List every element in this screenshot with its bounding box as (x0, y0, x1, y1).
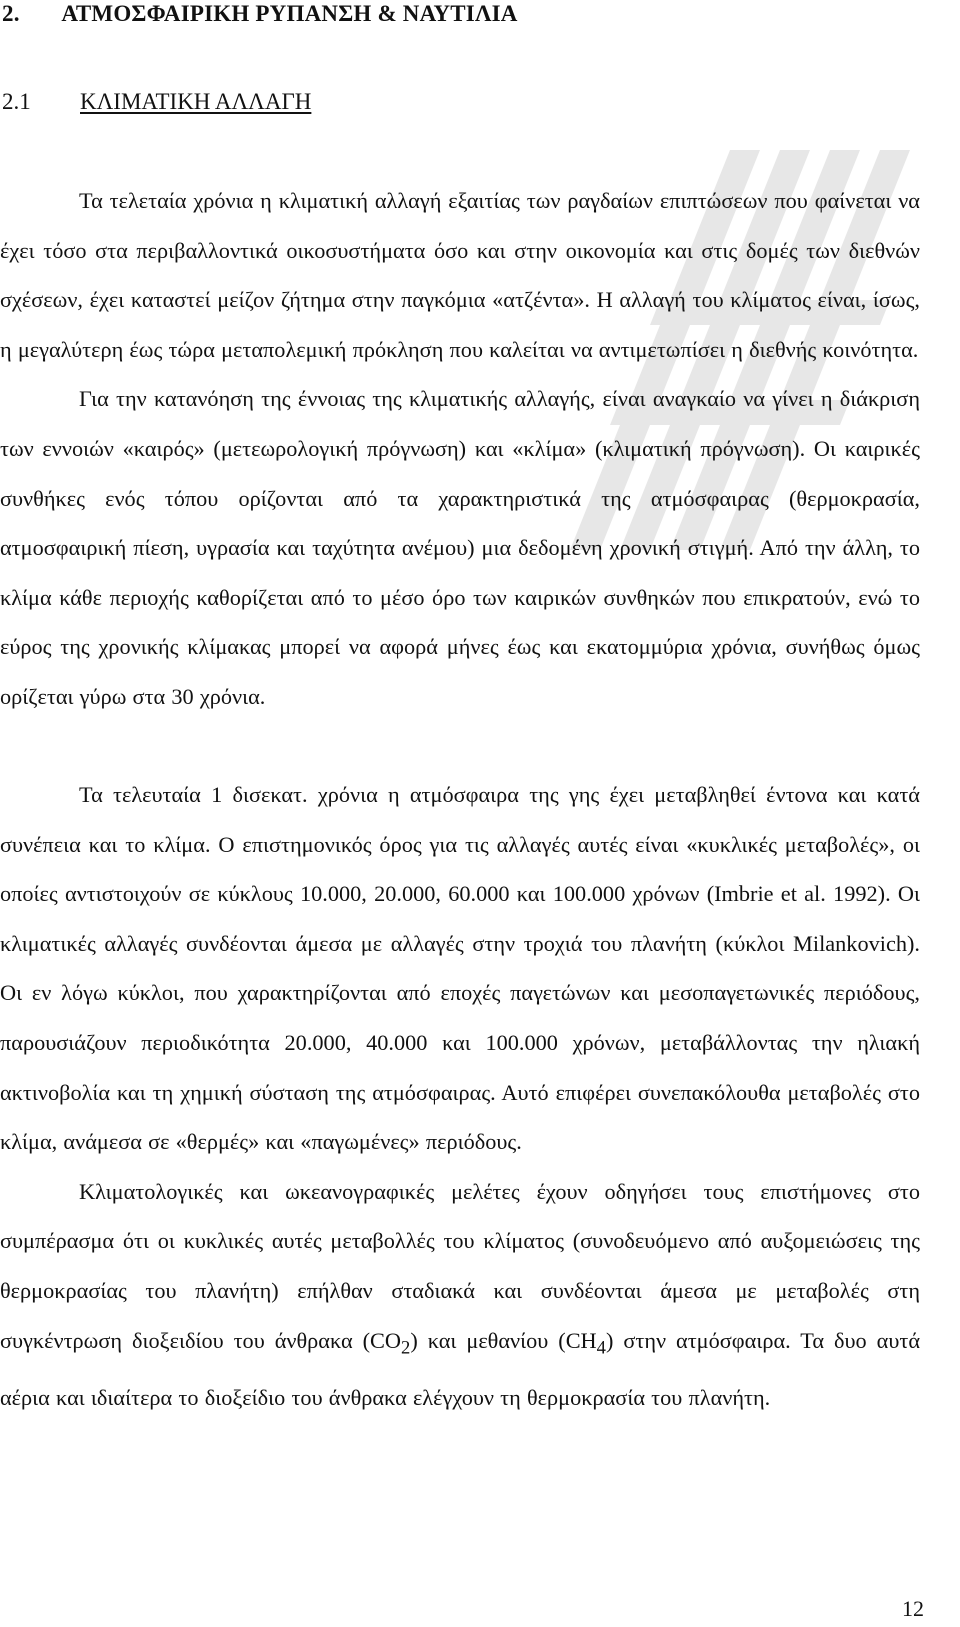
section-heading (2, 88, 311, 116)
page-number: 12 (902, 1596, 924, 1621)
paragraph-1: Τα τελεταία χρόνια η κλιματική αλλαγή εξαιτίας των ραγδαίων επιπτώσεων που φαίνεται να έχει τόσο στα περιβαλλοντικά οικοσυστήματα όσο και στην οικονομία και στις δομές των διεθνών σχέσεων, έχει καταστεί μείζον ζήτημα στην παγκόμια «ατζέντα». Η αλλαγή του κλίματος είναι, ίσως, η μεγαλύτερη έως τώρα μεταπολεμική πρόκληση που καλείται να αντιμετωπίσει η διεθνής κοινότητα. (0, 188, 920, 362)
paragraph-4 (0, 1167, 920, 1422)
section-title: ΚΛΙΜΑΤΙΚΗ ΑΛΛΑΓΗ (80, 89, 312, 114)
chapter-number: 2. (2, 1, 20, 26)
co2-subscript: 2 (401, 1336, 411, 1358)
body-text-lower (0, 770, 920, 1422)
ch4-subscript: 4 (596, 1336, 606, 1358)
paragraph-3: Τα τελευταία 1 δισεκατ. χρόνια η ατμόσφαιρα της γης έχει μεταβληθεί έντονα και κατά συνέπεια και το κλίμα. Ο επιστημονικός όρος για τις αλλαγές αυτές είναι «κυκλικές μεταβολές», οι οποίες αντιστοιχούν σε κύκλους 10.000, 20.000, 60.000 και 100.000 χρόνων (Imbrie et al. 1992). Οι κλιματικές αλλαγές συνδέονται άμεσα με αλλαγές στην τροχιά του πλανήτη (κύκλοι Milankovich). Οι εν λόγω κύκλοι, που χαρακτηρίζονται από εποχές παγετώνων και μεσοπαγετωνικές περιόδους, παρουσιάζουν περιοδικότητα 20.000, 40.000 και 100.000 χρόνων, μεταβάλλοντας την ηλιακή ακτινοβολία και τη χημική σύσταση της ατμόσφαιρας. Αυτό επιφέρει συνεπακόλουθα μεταβολές στο κλίμα, ανάμεσα σε «θερμές» και «παγωμένες» περιόδους. (0, 782, 920, 1155)
paragraph-4-part-c: ) στην ατμόσφαιρα. Τα δυο αυτά αέρια και ιδιαίτερα το διοξείδιο του άνθρακα ελέγχουν τη θερμοκρασία του πλανήτη. (0, 1327, 920, 1410)
body-text-upper (0, 176, 920, 722)
paragraph-4-part-b: ) και μεθανίου (CH (410, 1327, 597, 1353)
paragraph-4-part-a: Κλιματολογικές και ωκεανογραφικές μελέτες έχουν οδηγήσει τους επιστήμονες στο συμπέρασμα ότι οι κυκλικές αυτές μεταβολλές του κλίματος (συνοδευόμενο από αυξομειώσεις της θερμοκρασίας του πλανήτη) επήλθαν σταδιακά και συνδέονται άμεσα με μεταβολές στη συγκέντρωση διοξειδίου του άνθρακα (CO (0, 1178, 920, 1353)
paragraph-2: Για την κατανόηση της έννοιας της κλιματικής αλλαγής, είναι αναγκαίο να γίνει η διάκριση των εννοιών «καιρός» (μετεωρολογική πρόγνωση) και «κλίμα» (κλιματική πρόγνωση). Οι καιρικές συνθήκες ενός τόπου ορίζονται από τα χαρακτηριστικά της ατμόσφαιρας (θερμοκρασία, ατμοσφαιρική πίεση, υγρασία και ταχύτητα ανέμου) μια δεδομένη χρονική στιγμή. Από την άλλη, το κλίμα κάθε περιοχής καθορίζεται από το μέσο όρο των καιρικών συνθηκών που επικρατούν, ενώ το εύρος της χρονικής κλίμακας μπορεί να αφορά μήνες έως και εκατομμύρια χρόνια, συνήθως όμως ορίζεται γύρω στα 30 χρόνια. (0, 386, 920, 709)
section-number: 2.1 (2, 89, 31, 114)
chapter-title: ΑΤΜΟΣΦΑΙΡΙΚΗ ΡΥΠΑΝΣΗ & ΝΑΥΤΙΛΙΑ (61, 1, 518, 26)
chapter-heading (2, 0, 518, 28)
